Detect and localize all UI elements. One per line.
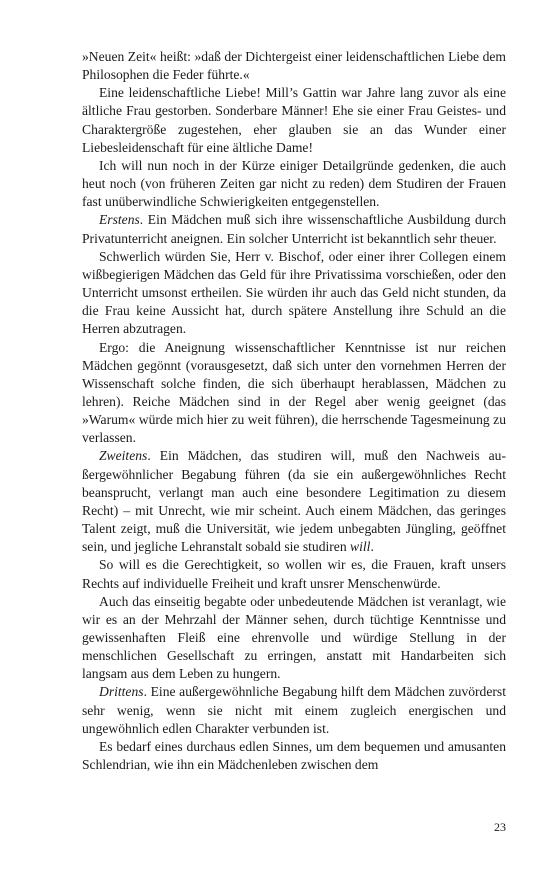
paragraph-end: . [370,539,374,555]
paragraph-text: Ergo: die Aneignung wissenschaftlicher Kenntnisse ist nur reichen Mädchen gegönnt (vorausgesetzt, daß sich unter den vornehmen Herren der Wissenschaft solche finden, die sich überhaupt herablassen, Mädchen zu lehren). Reiche Mädchen sind in der Regel aber wenig geeignet (das »Warum« würde mich hier zu weit führen), die herrschende Tagesmeinung zu verlassen. [82,339,506,446]
paragraph-2 [82,84,506,157]
paragraph-text: . Ein Mädchen muß sich ihre wissenschaftliche Ausbildung durch Privatunterricht aneignen. Ein solcher Unterricht ist bekanntlich sehr theuer. [82,212,506,246]
paragraph-text: Auch das einseitig begabte oder unbedeutende Mädchen ist veranlagt, wie wir es an der Mehrzahl der Männer sehen, durch tüchtige Kenntnisse und gewissenhaften Fleiß eine ehrenvolle und würdige Stellung in der menschlichen Gesellschaft zu erringen, anstatt mit Handarbeiten sich langsam aus dem Leben zu hungern. [82,593,506,682]
page-number: 23 [494,820,506,834]
emphasis-will: will [350,539,371,555]
paragraph-6 [82,339,506,448]
paragraph-text: Eine leidenschaftliche Liebe! Mill’s Gattin war Jahre lang zuvor als eine ältliche Frau gestorben. Sonderbare Männer! Ehe sie einer Frau Geistes- und Charaktergröße zugestehen, eher glauben sie an das Wunder einer Liebesleidenschaft für eine ältliche Dame! [82,85,506,155]
paragraph-8 [82,556,506,592]
paragraph-7 [82,447,506,556]
paragraph-10 [82,683,506,737]
paragraph-text: . Ein Mädchen, das studiren will, muß den Nachweis außergewöhnlicher Begabung führen (da sie ein außergewöhnliches Recht beansprucht, verlangt man auch eine besondere Legitimation zu diesem Recht) – mit Unrecht, wie mir scheint. Auch einem Mädchen, das geringes Talent zeigt, muß die Universität, wie jedem unbegabten Jüngling, geöffnet sein, und jegliche Lehranstalt sobald sie studiren [82,448,506,555]
paragraph-lead-italic: Zweitens [99,448,148,464]
paragraph-text: . Eine außergewöhnliche Begabung hilft dem Mädchen zuvörderst sehr wenig, wenn sie nicht mit einem zugleich energischen und ungewöhnlich edlen Charakter verbunden ist. [82,684,506,736]
paragraph-lead-italic: Erstens [99,212,140,228]
paragraph-text: »Neuen Zeit« heißt: »daß der Dichtergeist einer leidenschaftlichen Liebe dem Philosophen die Feder führte.« [82,49,506,83]
paragraph-9 [82,593,506,684]
paragraph-3 [82,157,506,211]
paragraph-4 [82,211,506,247]
paragraph-lead-italic: Drittens [99,684,144,700]
book-page-body [82,48,506,774]
paragraph-text: Schwerlich würden Sie, Herr v. Bischof, oder einer ihrer Collegen einem wißbegierigen Mädchen das Geld für ihre Privatissima vorschießen, oder den Unterricht umsonst ertheilen. Sie würden ihr auch das Geld nicht stunden, da die Frau keine Aussicht hat, durch spätere Anstellung ihre Schuld an die Herren abzutragen. [82,248,506,337]
paragraph-text: So will es die Gerechtigkeit, so wollen wir es, die Frauen, kraft unsers Rechts auf individuelle Freiheit und kraft unsrer Menschenwürde. [82,557,506,591]
paragraph-11 [82,738,506,774]
paragraph-5 [82,248,506,339]
paragraph-text: Ich will nun noch in der Kürze einiger Detailgründe gedenken, die auch heut noch (von früheren Zeiten gar nicht zu reden) dem Studiren der Frauen fast unüberwindliche Schwierigkeiten entgegenstellen. [82,157,506,210]
paragraph-text: Es bedarf eines durchaus edlen Sinnes, um dem bequemen und amusanten Schlendrian, wie ihn ein Mädchenleben zwischen dem [82,738,506,773]
paragraph-1 [82,48,506,84]
